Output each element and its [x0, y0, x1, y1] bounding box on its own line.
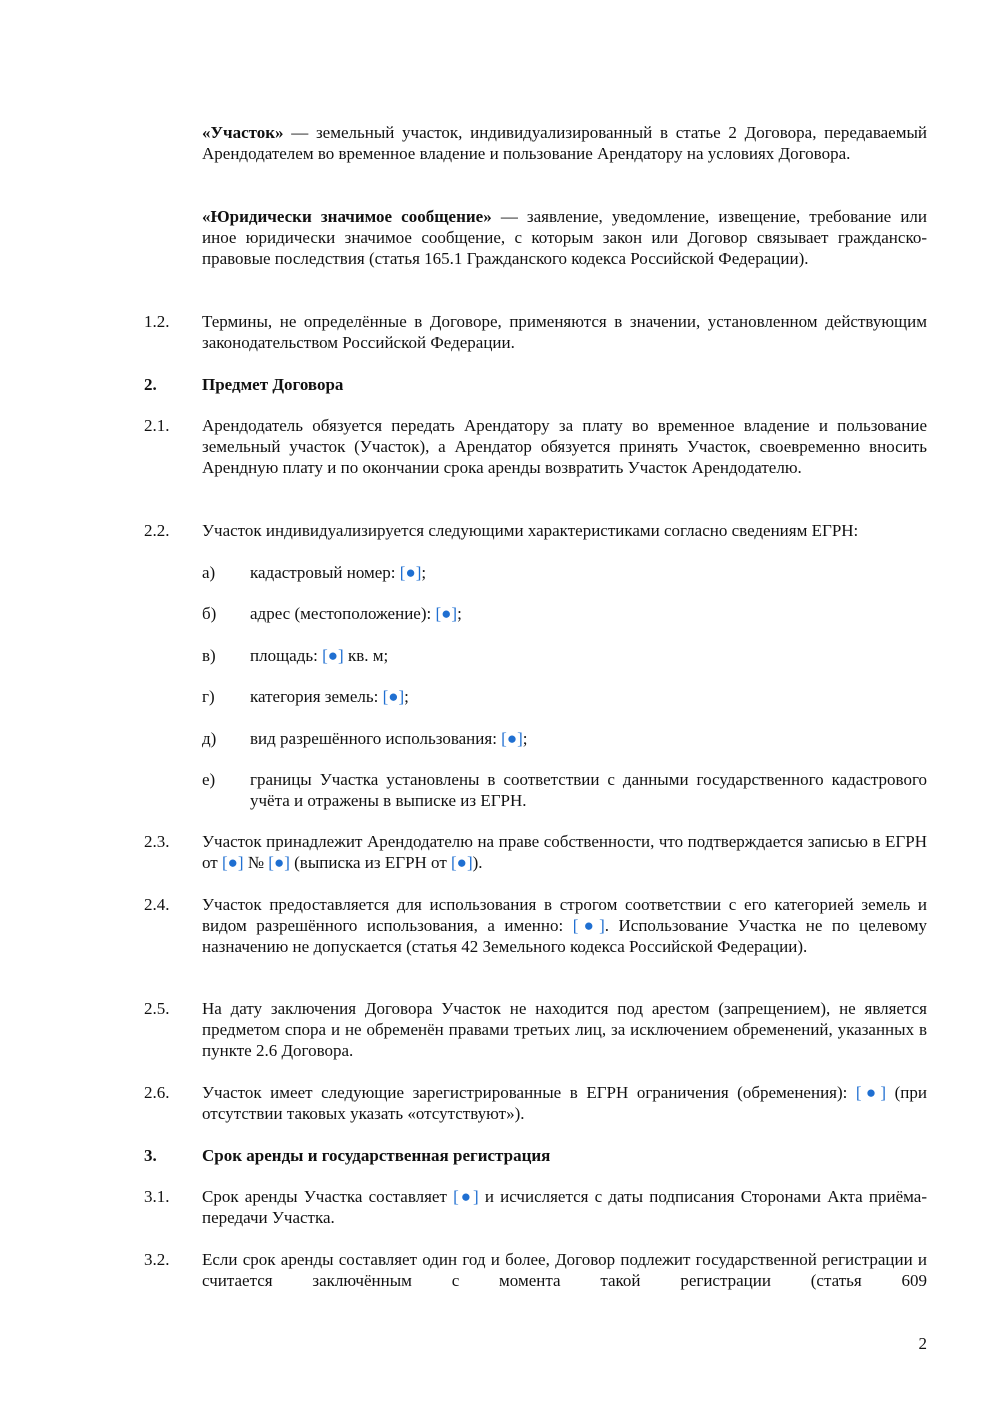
placeholder: [●]: [399, 563, 422, 582]
clause-text-part: ).: [472, 853, 483, 872]
clause-2-4-text: [202, 894, 927, 957]
clause-number: 1.2.: [144, 312, 170, 331]
clause-number: 2.5.: [144, 999, 170, 1018]
clause-2-1-text: Арендодатель обязуется передать Арендатору за плату во временное владение и пользование земельный участок (Участок), а Арендатор обязуется принять Участок, своевременно вносить Арендную плату и по окончании срока аренды возвратить Участок Арендодателю.: [202, 416, 927, 477]
clause-2-5-text: На дату заключения Договора Участок не находится под арестом (запрещением), не является предметом спора и не обременён правами третьих лиц, за исключением обременений, указанных в пункте 2.6 Договора.: [202, 999, 927, 1060]
list-item-letter: г): [202, 687, 215, 706]
clause-2-6-text: [202, 1082, 927, 1124]
section-3-title: Срок аренды и государственная регистрация: [202, 1146, 551, 1165]
clause-text-part: Участок принадлежит Арендодателю на праве собственности, что подтверждается записью в ЕГРН от: [202, 832, 927, 872]
definition-term: «Участок»: [202, 123, 284, 142]
list-item-cadastral: [250, 562, 927, 583]
list-item-suffix: ;: [404, 687, 409, 706]
clause-text-part: . Использование Участка не по целевому назначению не допускается (статья 42 Земельного кодекса Российской Федерации).: [202, 916, 927, 956]
list-item-suffix: ;: [522, 729, 528, 748]
list-item-land-category: [250, 686, 927, 707]
list-item-letter: д): [202, 729, 217, 748]
clause-text-part: Участок предоставляется для использования в строгом соответствии с его категорией земель и видом разрешённого использования, а именно:: [202, 895, 927, 935]
clause-number: 2.2.: [144, 521, 170, 540]
list-item-suffix: ;: [457, 604, 462, 623]
definition-legal-message: [202, 206, 927, 269]
clause-number: 3.2.: [144, 1250, 170, 1269]
placeholder: [●]: [268, 853, 290, 872]
list-item-letter: в): [202, 646, 216, 665]
clause-number: 3.1.: [144, 1187, 170, 1206]
list-item-address: [250, 603, 927, 624]
clause-2-3-text: [202, 831, 927, 873]
list-item-label: категория земель:: [250, 687, 383, 706]
clause-2-2-text: Участок индивидуализируется следующими характеристиками согласно сведениям ЕГРН:: [202, 521, 859, 540]
clause-number: 2.4.: [144, 895, 170, 914]
placeholder: [●]: [453, 1187, 479, 1206]
clause-text-part: №: [243, 853, 269, 872]
section-number: 2.: [144, 375, 157, 394]
list-item-suffix: ;: [421, 563, 427, 582]
clause-number: 2.3.: [144, 832, 170, 851]
list-item-label: кадастровый номер:: [250, 563, 400, 582]
definition-text: — земельный участок, индивидуализированный в статье 2 Договора, передаваемый Арендодателем во временное владение и пользование Арендатору на условиях Договора.: [202, 123, 927, 163]
definition-text: — заявление, уведомление, извещение, требование или иное юридически значимое сообщение, с которым закон или Договор связывает гражданско-правовые последствия (статья 165.1 Гражданского кодекса Российской Федерации).: [202, 207, 927, 268]
list-item-area: [250, 645, 927, 666]
list-item-label: адрес (местоположение):: [250, 604, 436, 623]
clause-text-part: и исчисляется с даты подписания Сторонами Акта приёма-передачи Участка.: [202, 1187, 927, 1227]
list-item-boundaries: границы Участка установлены в соответствии с данными государственного кадастрового учёта и отражены в выписке из ЕГРН.: [250, 770, 927, 810]
section-number: 3.: [144, 1146, 157, 1165]
placeholder: [●]: [435, 604, 458, 623]
page-number: 2: [918, 1334, 927, 1353]
clause-text-part: Участок имеет следующие зарегистрированные в ЕГРН ограничения (обременения):: [202, 1083, 856, 1102]
list-item-suffix: кв. м;: [343, 646, 389, 665]
clause-text-part: (при отсутствии таковых указать «отсутствуют»).: [202, 1083, 927, 1123]
clause-text-part: (выписка из ЕГРН от: [289, 853, 452, 872]
placeholder: [●]: [382, 687, 405, 706]
placeholder: [●]: [855, 1083, 887, 1102]
clause-number: 2.6.: [144, 1083, 170, 1102]
placeholder: [●]: [501, 729, 523, 748]
clause-3-1-text: [202, 1186, 927, 1228]
list-item-letter: е): [202, 770, 216, 789]
list-item-label: вид разрешённого использования:: [250, 729, 502, 748]
clause-1-2-text: Термины, не определённые в Договоре, применяются в значении, установленном действующим законодательством Российской Федерации.: [202, 312, 927, 352]
clause-number: 2.1.: [144, 416, 170, 435]
definition-term: «Юридически значимое сообщение»: [202, 207, 492, 226]
placeholder: [●]: [572, 916, 605, 935]
placeholder: [●]: [322, 646, 344, 665]
list-item-letter: б): [202, 604, 217, 623]
list-item-permitted-use: [250, 728, 927, 749]
definition-uchastok: [202, 122, 927, 164]
placeholder: [●]: [451, 853, 473, 872]
placeholder: [●]: [221, 853, 244, 872]
list-item-label: площадь:: [250, 646, 323, 665]
list-item-letter: а): [202, 563, 216, 582]
clause-3-2-text: Если срок аренды составляет один год и более, Договор подлежит государственной регистрации и считается заключённым с момента такой регистрации (статья 609: [202, 1250, 927, 1290]
section-2-title: Предмет Договора: [202, 375, 344, 394]
clause-text-part: Срок аренды Участка составляет: [202, 1187, 454, 1206]
